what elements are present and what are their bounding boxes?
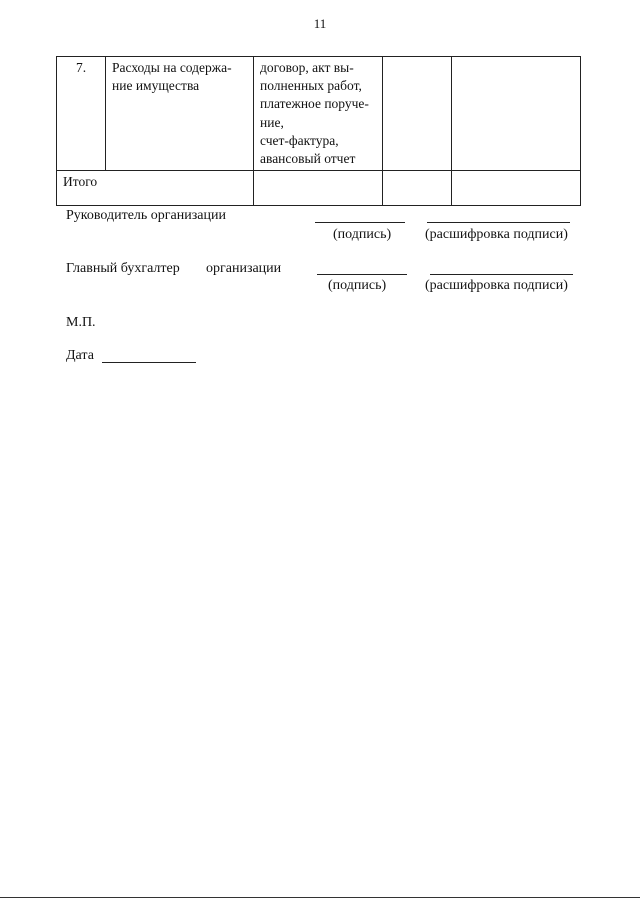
date-line bbox=[102, 362, 196, 363]
row-number: 7. bbox=[57, 57, 106, 171]
document-line: платежное поруче- bbox=[260, 96, 369, 112]
document-line: ние, bbox=[260, 114, 284, 130]
accountant-label-org: организации bbox=[206, 261, 282, 276]
head-decode-line bbox=[427, 222, 570, 223]
head-signature-caption: (подпись) bbox=[333, 227, 392, 242]
accountant-signature-line bbox=[317, 274, 407, 275]
document-line: авансовый отчет bbox=[260, 151, 356, 167]
stamp-label: М.П. bbox=[66, 315, 96, 330]
page-bottom-rule bbox=[0, 897, 640, 898]
expenses-table bbox=[56, 56, 581, 206]
accountant-decode-line bbox=[430, 274, 573, 275]
expense-name-line: Расходы на содержа- bbox=[112, 60, 232, 75]
empty-cell bbox=[383, 57, 452, 171]
empty-cell bbox=[452, 57, 581, 171]
table-row bbox=[57, 57, 581, 171]
head-decode-caption: (расшифровка подписи) bbox=[425, 227, 568, 242]
empty-cell bbox=[452, 171, 581, 206]
accountant-decode-caption: (расшифровка подписи) bbox=[425, 278, 568, 293]
head-label: Руководитель организации bbox=[66, 208, 226, 223]
empty-cell bbox=[254, 171, 383, 206]
empty-cell bbox=[383, 171, 452, 206]
head-signature-line bbox=[315, 222, 405, 223]
accountant-signature-caption: (подпись) bbox=[328, 278, 387, 293]
expense-name bbox=[106, 57, 254, 171]
accountant-label: Главный бухгалтер bbox=[66, 261, 180, 276]
total-label: Итого bbox=[57, 171, 254, 206]
date-label: Дата bbox=[66, 348, 94, 363]
page-number: 11 bbox=[313, 16, 327, 31]
supporting-documents bbox=[254, 57, 383, 171]
document-line: полненных работ, bbox=[260, 78, 362, 94]
expense-name-line: ние имущества bbox=[112, 78, 200, 94]
total-row bbox=[57, 171, 581, 206]
document-line: счет-фактура, bbox=[260, 132, 339, 148]
document-line: договор, акт вы- bbox=[260, 60, 354, 75]
